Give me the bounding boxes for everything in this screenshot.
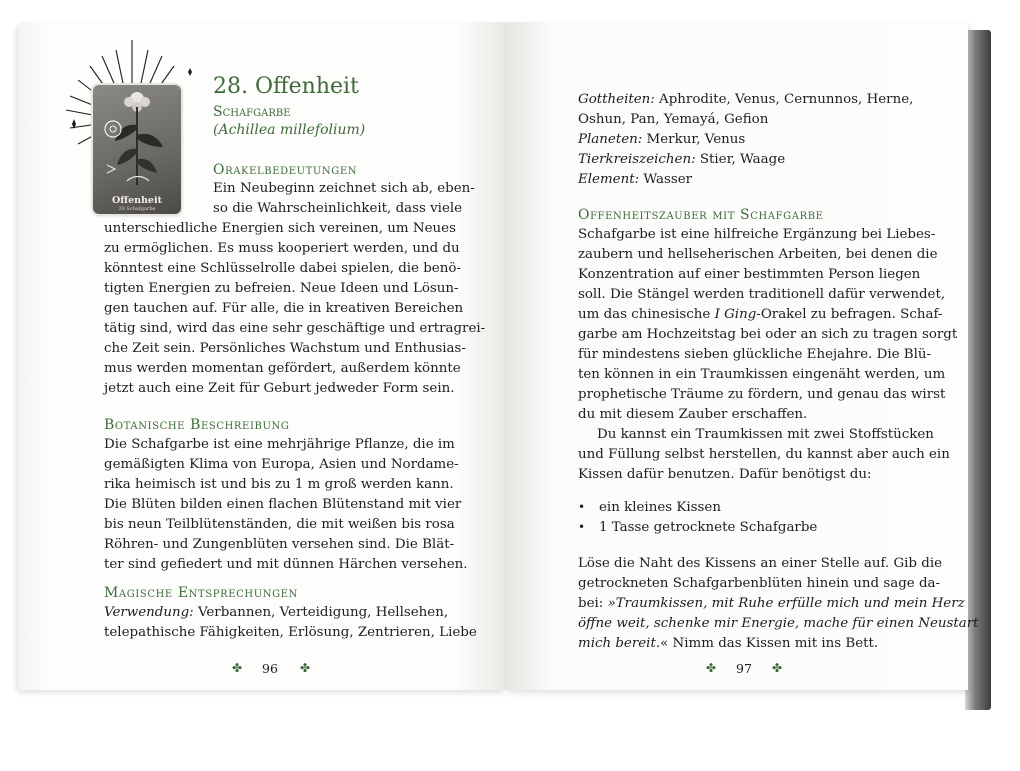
- bullet-icon: •: [578, 500, 586, 514]
- page-stack-edge: [965, 30, 991, 710]
- corr-value: Wasser: [639, 172, 693, 187]
- para3-post: « Nimm das Kissen mit ins Bett.: [660, 636, 879, 651]
- zauber-line-9: prophetische Träume zu fördern, und genau das wirst: [578, 387, 946, 402]
- heading-orakelbedeutungen: Orakelbedeutungen: [213, 162, 358, 178]
- corr-label: Gottheiten:: [578, 92, 655, 107]
- list-item-2: 1 Tasse getrocknete Schafgarbe: [599, 520, 818, 535]
- corr-value: Oshun, Pan, Yemayá, Gefion: [578, 112, 769, 127]
- zauber-line-8: ten können in ein Traumkissen eingenäht werden, um: [578, 367, 946, 382]
- corr-label: Planeten:: [578, 132, 643, 147]
- zauber-line-1: Schafgarbe ist eine hilfreiche Ergänzung bei Liebes-: [578, 227, 936, 242]
- leaf-ornament-left-icon: ✤: [232, 661, 243, 675]
- orakel-line-4: zu ermöglichen. Es muss kooperiert werden, und du: [104, 241, 460, 256]
- para3-line-1: Löse die Naht des Kissens an einer Stelle auf. Gib die: [578, 556, 943, 571]
- botanisch-line-2: gemäßigten Klima von Europa, Asien und Nordame-: [104, 457, 459, 472]
- oracle-card-image: [93, 85, 181, 214]
- leaf-ornament-right-icon: ✤: [300, 661, 311, 675]
- verwendung-values: Verbannen, Verteidigung, Hellsehen,: [193, 605, 449, 620]
- orakel-line-2: so die Wahrscheinlichkeit, dass viele: [213, 201, 463, 216]
- iging-pre: um das chinesische: [578, 307, 715, 322]
- magisch-line-1: [104, 605, 448, 621]
- plant-name: Schafgarbe: [213, 104, 291, 120]
- corr-gottheiten-cont: [578, 112, 768, 128]
- para2-line-1: Du kannst ein Traumkissen mit zwei Stoffstücken: [597, 427, 934, 442]
- orakel-line-6: tigten Energien zu befreien. Neue Ideen und Lösun-: [104, 281, 459, 296]
- orakel-line-10: mus werden momentan gefördert, außerdem könnte: [104, 361, 461, 376]
- corr-value: Merkur, Venus: [642, 132, 746, 147]
- botanisch-line-7: ter sind gefiedert und mit dünnen Härchen versehen.: [104, 557, 468, 572]
- corr-label: Element:: [578, 172, 640, 187]
- para3-line-4: [578, 616, 979, 632]
- incantation-part-1: »Traumkissen, mit Ruhe erfülle mich und mein Herz: [607, 596, 965, 611]
- heading-botanische-beschreibung: Botanische Beschreibung: [104, 417, 290, 433]
- heading-offenheitszauber: Offenheitszauber mit Schafgarbe: [578, 207, 824, 223]
- list-item-1: ein kleines Kissen: [599, 500, 721, 515]
- corr-tierkreiszeichen: [578, 152, 785, 168]
- orakel-line-9: che Zeit sein. Persönliches Wachstum und Enthusias-: [104, 341, 466, 356]
- para2-line-3: Kissen dafür benutzen. Dafür benötigst du:: [578, 467, 872, 482]
- orakel-line-7: gen tauchen auf. Für alle, die in kreativen Bereichen: [104, 301, 464, 316]
- card-sublabel: 28 Schafgarbe: [118, 206, 156, 212]
- botanisch-line-1: Die Schafgarbe ist eine mehrjährige Pflanze, die im: [104, 437, 455, 452]
- page-number-left: 96: [262, 661, 278, 676]
- verwendung-label: Verwendung:: [104, 605, 194, 620]
- para2-line-2: und Füllung selbst herstellen, du kannst aber auch ein: [578, 447, 950, 462]
- magisch-line-2: telepathische Fähigkeiten, Erlösung, Zentrieren, Liebe: [104, 625, 477, 640]
- zauber-line-7: für mindestens sieben glückliche Ehejahre. Die Blü-: [578, 347, 932, 362]
- incantation-part-2: öffne weit, schenke mir Energie, mache für einen Neustart: [578, 616, 979, 631]
- card-label: Offenheit: [112, 195, 162, 206]
- botanisch-line-6: Röhren- und Zungenblüten versehen sind. Die Blät-: [104, 537, 455, 552]
- orakel-line-1: Ein Neubeginn zeichnet sich ab, eben-: [213, 181, 475, 196]
- zauber-line-6: garbe am Hochzeitstag bei oder an sich zu tragen sorgt: [578, 327, 958, 342]
- corr-element: [578, 172, 692, 188]
- iging-post: -Orakel zu befragen. Schaf-: [756, 307, 943, 322]
- zauber-line-3: Konzentration auf einer bestimmten Person liegen: [578, 267, 921, 282]
- para3-line-2: getrockneten Schafgarbenblüten hinein und sage da-: [578, 576, 941, 591]
- orakel-line-8: tätig sind, wird das eine sehr geschäftige und ertragrei-: [104, 321, 486, 336]
- botanisch-line-4: Die Blüten bilden einen flachen Blütenstand mit vier: [104, 497, 462, 512]
- page-title: 28. Offenheit: [213, 74, 359, 99]
- leaf-ornament-right-icon: ✤: [772, 661, 783, 675]
- zauber-line-10: du mit diesem Zauber erschaffen.: [578, 407, 808, 422]
- page-number-right: 97: [736, 661, 752, 676]
- corr-value: Aphrodite, Venus, Cernunnos, Herne,: [654, 92, 914, 107]
- botanisch-line-3: rika heimisch ist und bis zu 1 m groß werden kann.: [104, 477, 454, 492]
- iging-em: I Ging: [714, 307, 757, 322]
- yarrow-plant-illustration: [93, 85, 181, 195]
- orakel-line-5: könntest eine Schlüsselrolle dabei spielen, die benö-: [104, 261, 461, 276]
- zauber-line-5: [578, 307, 942, 323]
- incantation-part-3: mich bereit.: [578, 636, 661, 651]
- botanisch-line-5: bis neun Teilblütenständen, die mit weißen bis rosa: [104, 517, 455, 532]
- latin-name: (Achillea millefolium): [213, 122, 366, 138]
- corr-value: Stier, Waage: [695, 152, 786, 167]
- corr-gottheiten: [578, 92, 913, 108]
- para3-line-5: [578, 636, 878, 652]
- zauber-line-2: zaubern und hellseherischen Arbeiten, bei denen die: [578, 247, 938, 262]
- orakel-line-3: unterschiedliche Energien sich vereinen, um Neues: [104, 221, 456, 236]
- para3-pre: bei:: [578, 596, 608, 611]
- corr-planeten: [578, 132, 745, 148]
- heading-magische-entsprechungen: Magische Entsprechungen: [104, 585, 298, 601]
- zauber-line-4: soll. Die Stängel werden traditionell dafür verwendet,: [578, 287, 946, 302]
- para3-line-3: [578, 596, 965, 612]
- orakel-line-11: jetzt auch eine Zeit für Geburt jedweder Form sein.: [104, 381, 455, 396]
- bullet-icon: •: [578, 520, 586, 534]
- leaf-ornament-left-icon: ✤: [706, 661, 717, 675]
- corr-label: Tierkreiszeichen:: [578, 152, 696, 167]
